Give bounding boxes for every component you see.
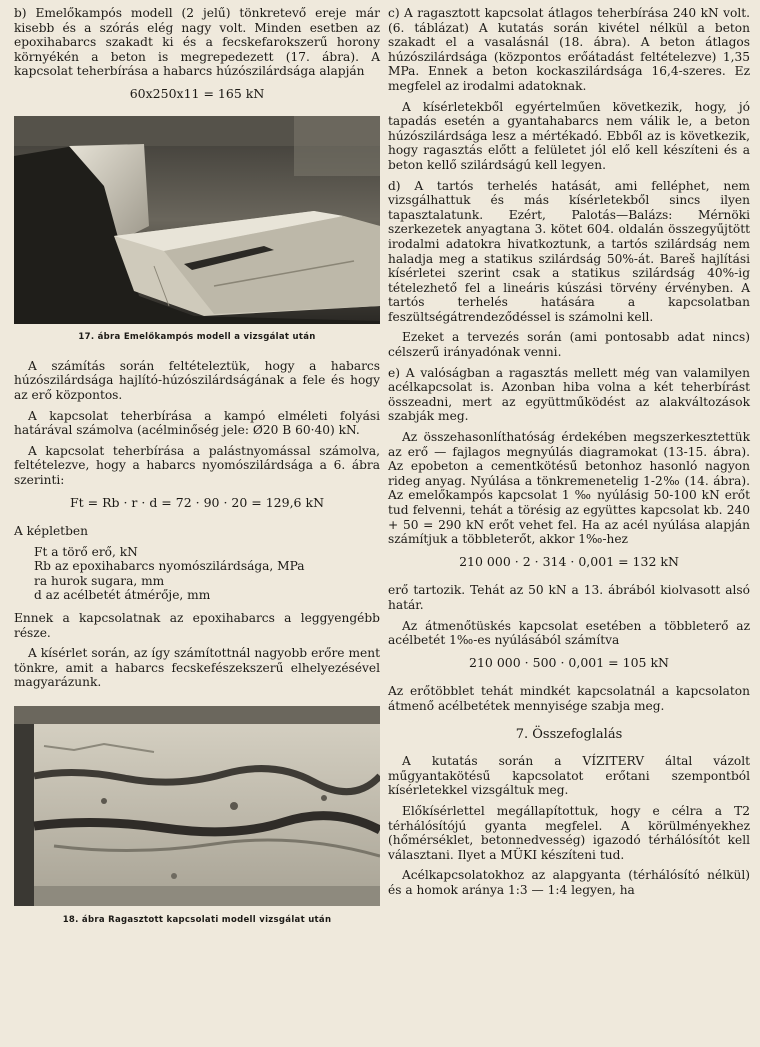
figure-18-photo [14, 706, 380, 906]
paragraph-weakest: Ennek a kapcsolatnak az epoxihabarcs a leggyengébb része. [14, 611, 380, 640]
paragraph-assumption: A számítás során feltételeztük, hogy a habarcs húzószilárdsága hajlító-húzószilárdságának a fele és hogy az erő központos. [14, 358, 380, 402]
paragraph-summary-3: Acélkapcsolatokhoz az alapgyanta (térhálósító nélkül) és a homok aránya 1:3 — 1:4 legyen, ha [388, 868, 750, 897]
paragraph-c: c) A ragasztott kapcsolat átlagos teherbírása 240 kN volt. (6. táblázat) A kutatás során kivétel nélkül a beton szakadt el a vasalásnál (18. ábra). A beton átlagos húzószilárdsága (központos erőátadást feltételezve) 1,35 MPa. Ennek a beton kockaszilárdsága 16,4-szeres. Ez megfelel az irodalmi adatoknak. [388, 6, 750, 93]
figure-18 [14, 706, 380, 927]
paragraph-where: A képletben [14, 524, 88, 539]
paragraph-experiment: A kísérlet során, az így számítottnál nagyobb erőre ment tönkre, amit a habarcs fecskefészekszerű elhelyezésével magyarázunk. [14, 646, 380, 690]
formula-extra-force-1: 210 000 · 2 · 314 · 0,001 = 132 kN [459, 553, 679, 569]
paragraph-b: b) Emelőkampós modell (2 jelű) tönkretevő ereje már kisebb és a szórás elég nagy volt. Minden esetben az epoxihabarcs szakadt ki és a fecskefarokszerű horony környékén a beton is megrepedezett (17. ábra). A kapcsolat teherbírása a habarcs húzószilárdsága alapján [14, 6, 380, 79]
definition-d: d az acélbetét átmérője, mm [34, 588, 211, 603]
figure-17-photo [14, 116, 380, 324]
paragraph-e: e) A valóságban a ragasztás mellett még van valamilyen acélkapcsolat is. Azonban hiba volna a két teherbírást összeadni, mert az együttműködést az alakváltozások szabják meg. [388, 365, 750, 424]
right-column [388, 6, 750, 903]
paragraph-lower-bound: erő tartozik. Tehát az 50 kN a 13. ábrából kiolvasott alsó határ. [388, 583, 750, 612]
symbol-definitions [34, 545, 380, 603]
figure-17-caption: 17. ábra Emelőkampós modell a vizsgálat után [78, 332, 316, 343]
paragraph-mantle-pressure: A kapcsolat teherbírása a palástnyomással számolva, feltételezve, hogy a habarcs nyomószilárdsága a 6. ábra szerinti: [14, 443, 380, 487]
figure-18-caption: 18. ábra Ragasztott kapcsolati modell vizsgálat után [62, 914, 332, 925]
formula-force: Ft = Rb · r · d = 72 · 90 · 20 = 129,6 kN [69, 494, 325, 510]
paragraph-d: d) A tartós terhelés hatását, ami felléphet, nem vizsgálhattuk és más kísérletekből sincs ilyen tapasztalatunk. Ezért, Palotás—Balázs: Mérnöki szerkezetek anyagtana 3. kötet 604. oldalán összegyűjtött irodalmi adatokra hivatkoztunk, a tartós szilárdság nem haladja meg a statikus szilárdság 50%-át. Bareš hajlítási kísérletei szerint csak a statikus szilárdság 40%-ig tételezhető fel a lineáris kúszási törvény érvényben. A tartós terhelés hatására a kapcsolatban feszültségátrendeződéssel is számolni kell. [388, 178, 750, 324]
left-column [14, 6, 380, 931]
paragraph-summary-1: A kutatás során a VÍZITERV által vázolt műgyantakötésű kapcsolatot erőtani szempontból kísérletekkel vizsgáltuk meg. [388, 754, 750, 798]
paragraph-adhesion: A kísérletekből egyértelműen következik, hogy, jó tapadás esetén a gyantahabarcs nem válik le, a beton húzószilárdsága lesz a mértékadó. Ebből az is következik, hogy ragasztás előtt a felületet jól elő kell készíteni és a beton kellő szilárdságú kell legyen. [388, 99, 750, 172]
paragraph-comparison: Az összehasonlíthatóság érdekében megszerkesztettük az erő — fajlagos megnyúlás diagramokat (13-15. ábra). Az epobeton a cementkötésű betonhoz hasonló nagyon rideg anyag. Nyúlása a tönkremenetelig 1-2‰ (14. ábra). Az emelőkampós kapcsolat 1 ‰ nyúlásig 50-100 kN erőt tud felvenni, tehát a törésig az együttes kapcsolat kb. 240 + 50 = 290 kN erőt vehet fel. Ha az acél nyúlása alapján számítjuk a többleterőt, akkor 1‰-hez [388, 430, 750, 547]
figure-17 [14, 116, 380, 345]
paragraph-surplus: Az erőtöbblet tehát mindkét kapcsolatnál a kapcsolaton átmenő acélbetétek mennyisége szabja meg. [388, 684, 750, 713]
paragraph-through-pin: Az átmenőtüskés kapcsolat esetében a többleterő az acélbetét 1‰-es nyúlásából számítva [388, 618, 750, 648]
definition-ra: ra hurok sugara, mm [34, 573, 165, 588]
section-title-summary: 7. Összefoglalás [515, 726, 623, 742]
definition-ft: Ft a törő erő, kN [34, 544, 138, 559]
paragraph-hook-capacity: A kapcsolat teherbírása a kampó elméleti folyási határával számolva (acélminőség jele: Ø20 B 60·40) kN. [14, 408, 380, 438]
formula-tensile: 60x250x11 = 165 kN [129, 85, 265, 101]
paragraph-design-guidance: Ezeket a tervezés során (ami pontosabb adat nincs) célszerű irányadónak venni. [388, 330, 750, 360]
formula-extra-force-2: 210 000 · 500 · 0,001 = 105 kN [469, 654, 669, 670]
paragraph-summary-2: Előkísérlettel megállapítottuk, hogy e célra a T2 térhálósítójú gyanta megfelel. A körülményekhez (hőmérséklet, betonnedvesség) igazodó térhálósítót kell választani. Ilyet a MÜKI készíteni tud. [388, 803, 750, 862]
definition-rb: Rb az epoxihabarcs nyomószilárdsága, MPa [34, 559, 305, 574]
